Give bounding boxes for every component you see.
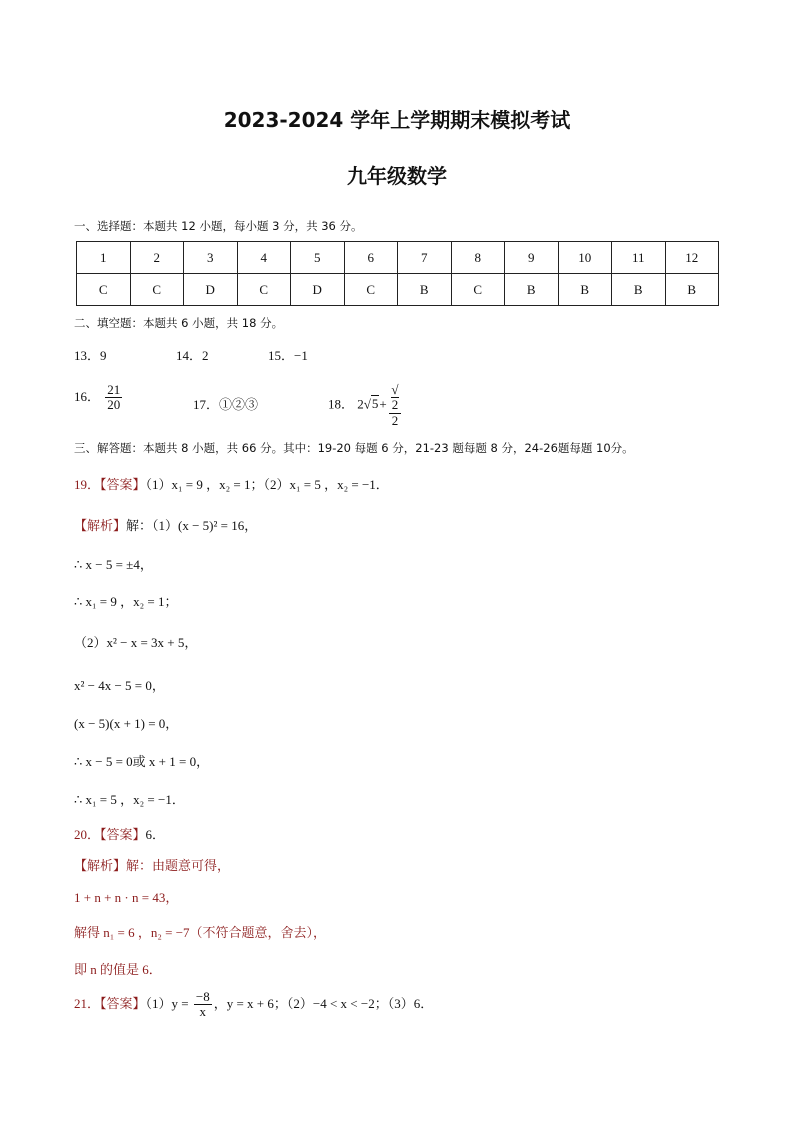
q19-step: （2）x² − x = 3x + 5， <box>74 635 198 650</box>
q21-fraction <box>194 990 212 1020</box>
answer-table-answer-cell: B <box>398 274 452 306</box>
q18-numerator-radicand: 2 <box>391 397 399 413</box>
exam-title: 2023-2024 学年上学期期末模拟考试 <box>223 108 571 132</box>
answer-table-answer-cell: B <box>612 274 666 306</box>
q19-step: ∴ x − 5 = 0或 x + 1 = 0， <box>74 754 210 769</box>
answer-table-number-cell: 8 <box>451 242 505 274</box>
q16-answer <box>74 383 124 413</box>
q18-radicand: 5 <box>371 396 379 412</box>
section-1-heading: 一、选择题：本题共 12 小题，每小题 3 分，共 36 分。 <box>74 219 363 233</box>
q16-denominator: 20 <box>107 397 121 413</box>
q19-step: ∴ x₁ = 9 ，x₂ = 1； <box>74 594 178 609</box>
q19-analysis-line-1 <box>74 515 257 534</box>
q19-step: ∴ x − 5 = ±4， <box>74 557 153 572</box>
q18-fraction <box>389 383 402 428</box>
q13-answer: 13．9 <box>74 348 107 363</box>
exam-subtitle: 九年级数学 <box>347 164 447 188</box>
q19-answer-line <box>74 474 389 493</box>
answer-table-number-cell: 12 <box>665 242 719 274</box>
answer-table-number-cell: 3 <box>184 242 238 274</box>
answer-table-answer-cell: C <box>77 274 131 306</box>
q16-numerator: 21 <box>107 382 121 397</box>
answer-table-answer-cell: B <box>665 274 719 306</box>
answer-table-number-cell: 2 <box>130 242 184 274</box>
answer-table-number-row <box>77 242 719 274</box>
q15-answer <box>268 345 308 364</box>
answer-table-number-cell: 4 <box>237 242 291 274</box>
answer-table-number-cell: 5 <box>291 242 345 274</box>
answer-table-answer-cell: C <box>130 274 184 306</box>
q21-answer-label: 21．【答案】 <box>74 995 146 1011</box>
q20-step: 1 + n + n · n = 43， <box>74 890 179 905</box>
q19-step: 解：（1）(x − 5)² = 16， <box>126 518 258 533</box>
q16-label: 16． <box>74 388 101 404</box>
q20-step: 解得 n₁ = 6 ，n₂ = −7（不符合题意，舍去）， <box>74 925 327 940</box>
answer-table-number-cell: 6 <box>344 242 398 274</box>
answer-table-number-cell: 7 <box>398 242 452 274</box>
answer-table-answer-row <box>77 274 719 306</box>
answer-table-answer-cell: B <box>505 274 559 306</box>
q19-analysis-label: 【解析】 <box>74 518 127 533</box>
q20-analysis-line-1 <box>74 855 230 874</box>
q14-answer: 14．2 <box>176 348 209 363</box>
q21-denominator: x <box>199 1004 207 1020</box>
q21-part1: （1）y = <box>145 995 189 1011</box>
answer-table-number-cell: 11 <box>612 242 666 274</box>
q20-step: 即 n 的值是 6． <box>74 962 162 977</box>
q15-value: −1 <box>294 348 308 363</box>
answer-table-answer-cell: C <box>344 274 398 306</box>
q20-answer-label: 20．【答案】 <box>74 827 146 842</box>
q17-answer: 17．①②③ <box>193 397 259 412</box>
q19-answer-label: 19．【答案】 <box>74 477 146 492</box>
q20-answer-text: 6． <box>145 827 166 842</box>
q21-rest: ，y = x + 6；（2）−4 < x < −2；（3）6． <box>213 995 434 1011</box>
answer-table-number-cell: 1 <box>77 242 131 274</box>
answer-table-answer-cell: B <box>558 274 612 306</box>
q19-step: ∴ x₁ = 5 ，x₂ = −1． <box>74 792 185 807</box>
q21-numerator: −8 <box>195 989 210 1004</box>
answer-table-answer-cell: D <box>184 274 238 306</box>
q19-step: (x − 5)(x + 1) = 0， <box>74 716 179 731</box>
q18-plus: + <box>379 396 387 412</box>
section-3-heading: 三、解答题：本题共 8 小题，共 66 分。其中：19-20 每题 6 分，21-23 题每题 8 分，24-26题每题 10分。 <box>74 441 634 455</box>
q15-label: 15． <box>268 348 295 363</box>
answer-table <box>76 241 719 306</box>
q19-answer-text: （1）x₁ = 9 ，x₂ = 1；（2）x₁ = 5 ，x₂ = −1． <box>145 477 389 492</box>
answer-table-answer-cell: C <box>237 274 291 306</box>
q20-step: 解：由题意可得， <box>126 858 231 873</box>
q16-fraction <box>105 383 122 413</box>
q21-answer-line <box>74 990 433 1020</box>
answer-table-number-cell: 10 <box>558 242 612 274</box>
section-2-heading: 二、填空题：本题共 6 小题，共 18 分。 <box>74 316 284 330</box>
sqrt-icon: √ <box>391 382 399 397</box>
q19-step: x² − 4x − 5 = 0， <box>74 678 165 693</box>
sqrt-icon: √ <box>363 396 371 412</box>
q20-analysis-label: 【解析】 <box>74 858 127 873</box>
q18-answer <box>328 383 403 428</box>
q20-answer-line <box>74 824 165 843</box>
q18-numerator <box>389 383 402 414</box>
q18-denominator: 2 <box>391 412 399 428</box>
q18-label: 18． <box>328 396 355 412</box>
answer-table-answer-cell: D <box>291 274 345 306</box>
answer-table-number-cell: 9 <box>505 242 559 274</box>
answer-table-answer-cell: C <box>451 274 505 306</box>
q18-coefficient: 2 <box>357 396 364 412</box>
